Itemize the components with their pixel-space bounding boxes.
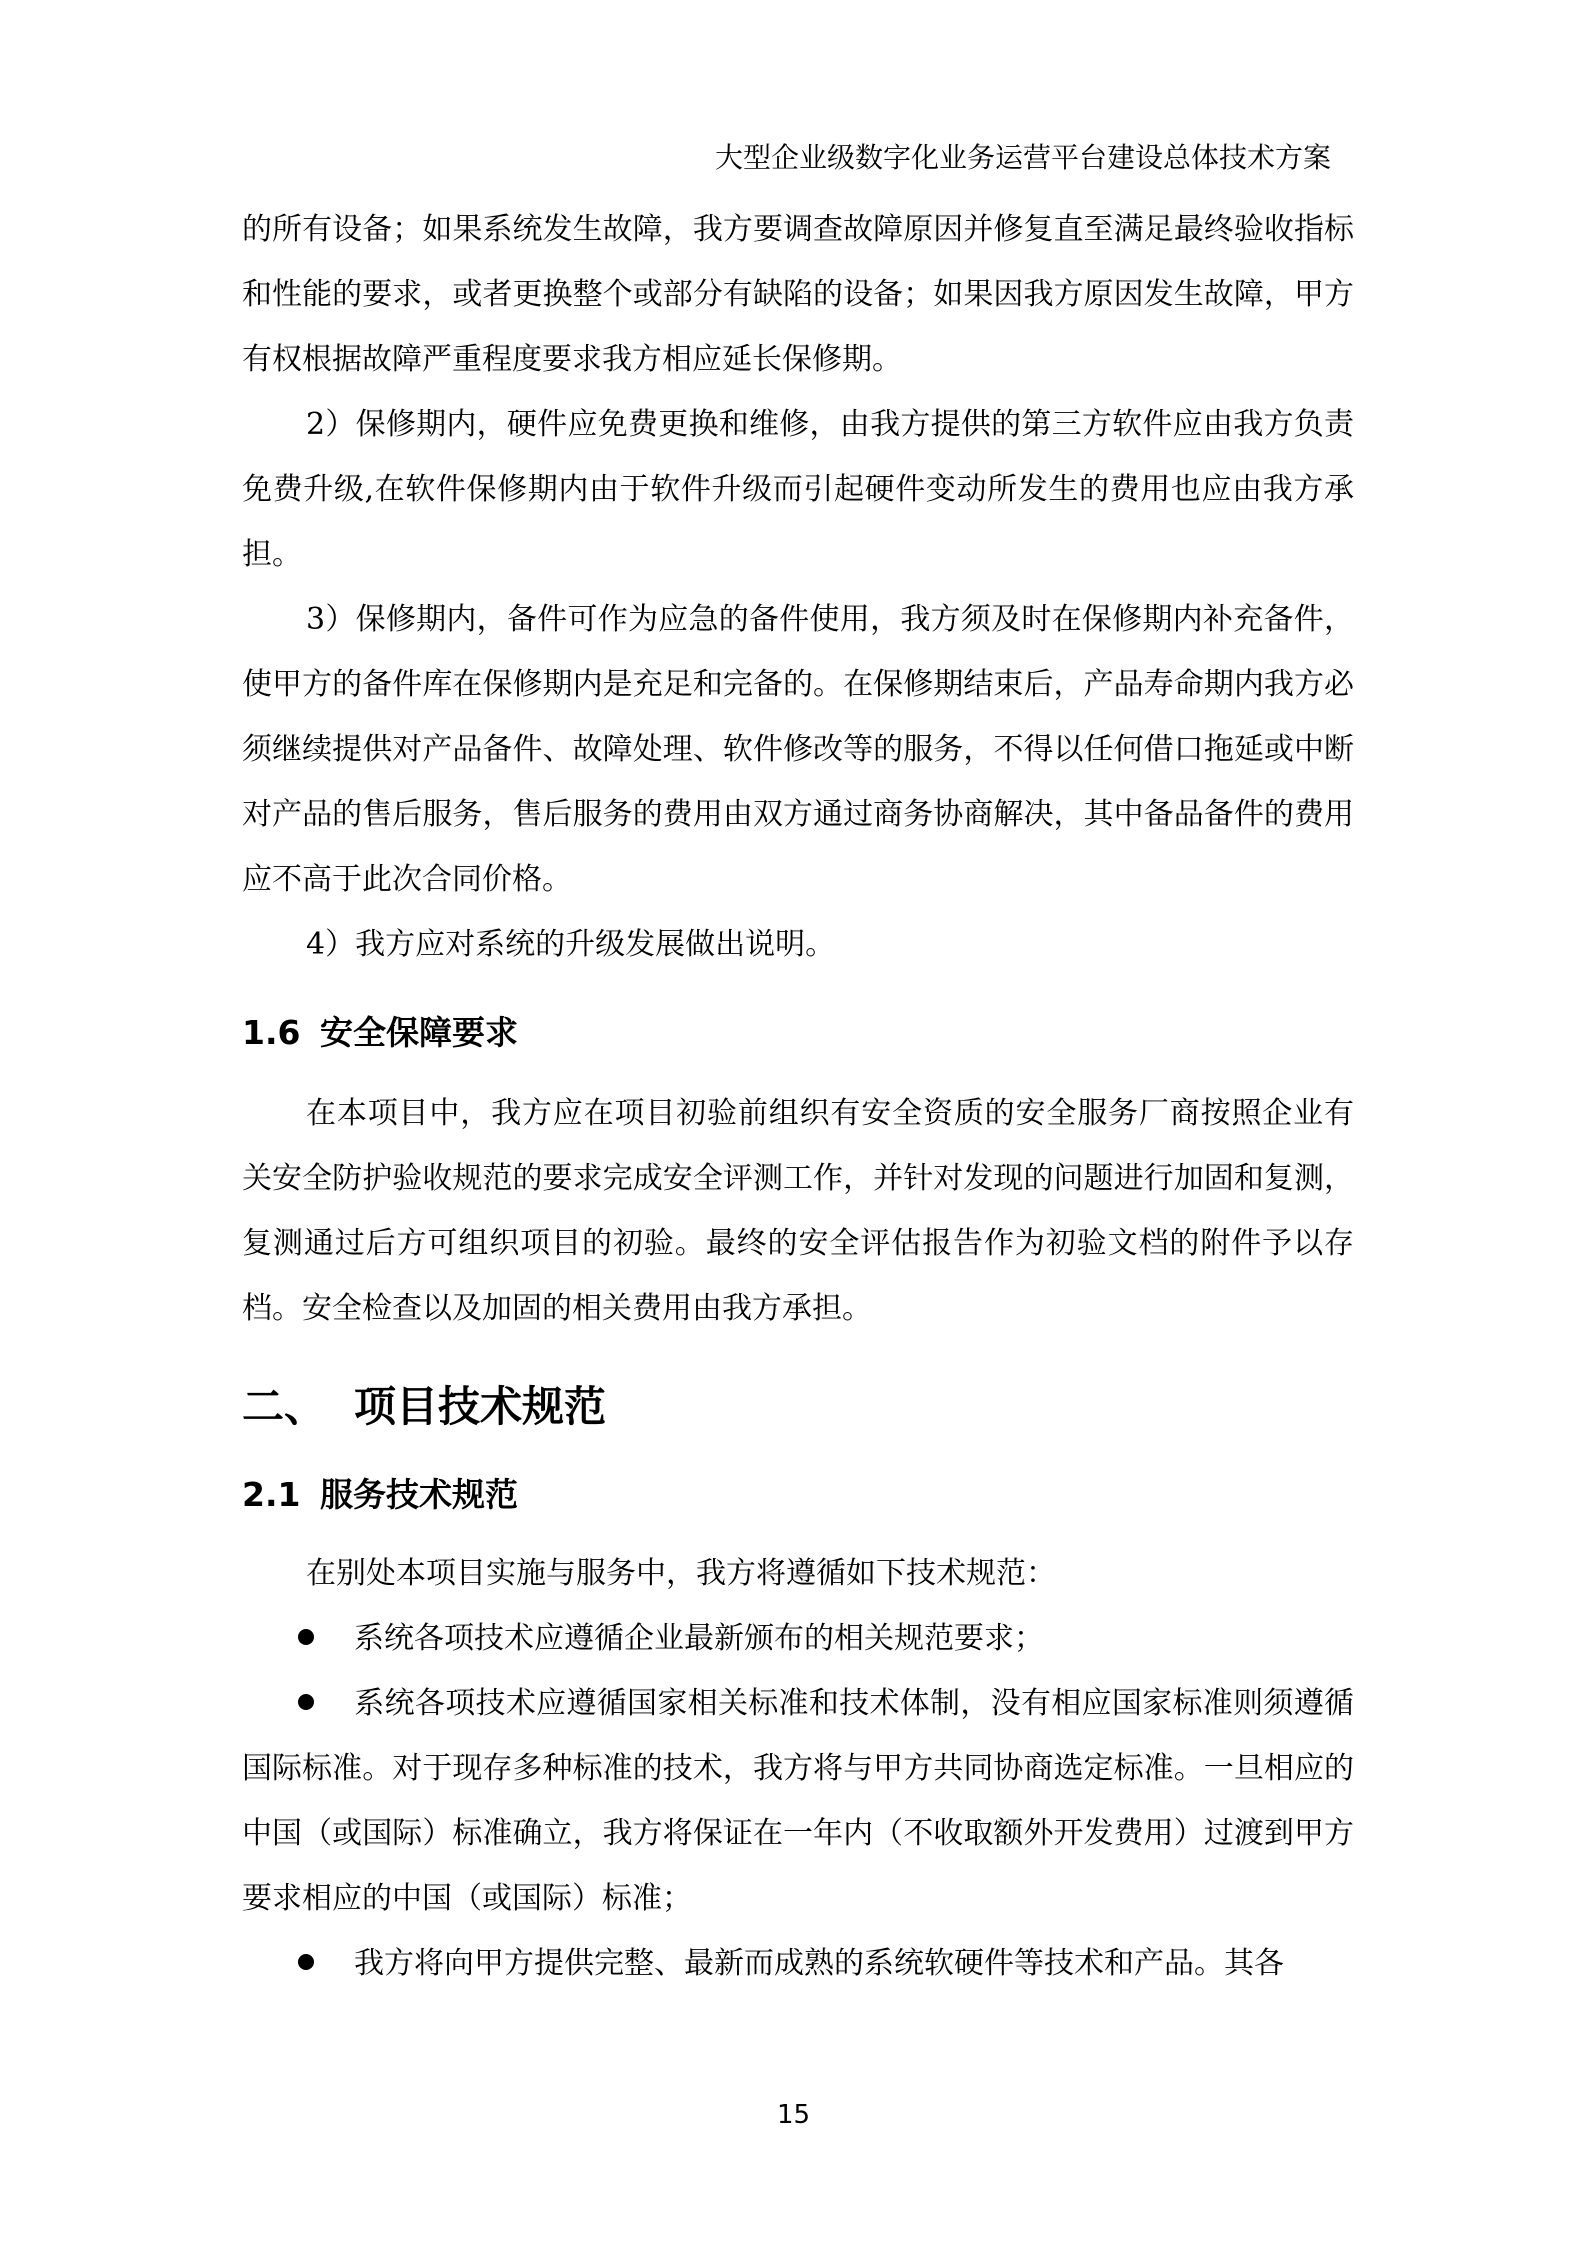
section-heading-2-1 — [242, 1473, 1354, 1517]
section-number: 2.1 — [242, 1475, 301, 1514]
chapter-number: 二、 — [242, 1382, 327, 1431]
section-number: 1.6 — [242, 1013, 301, 1052]
section-2-1-intro: 在别处本项目实施与服务中，我方将遵循如下技术规范： — [306, 1556, 1056, 1591]
bullet-icon — [298, 1694, 314, 1710]
running-header: 大型企业级数字化业务运营平台建设总体技术方案 — [714, 141, 1331, 174]
section-1-6-paragraph: 在本项目中，我方应在项目初验前组织有安全资质的安全服务厂商按照企业有关安全防护验收规范的要求完成安全评测工作，并针对发现的问题进行加固和复测，复测通过后方可组织项目的初验。最终的安全评估报告作为初验文档的附件予以存档。安全检查以及加固的相关费用由我方承担。 — [242, 1096, 1354, 1326]
bullet-item-3 — [242, 1931, 1354, 1996]
bullet-item-1 — [242, 1606, 1354, 1671]
section-heading-1-6 — [242, 1011, 1354, 1055]
bullet-icon — [298, 1954, 314, 1970]
continued-paragraph: 的所有设备；如果系统发生故障，我方要调查故障原因并修复直至满足最终验收指标和性能的要求，或者更换整个或部分有缺陷的设备；如果因我方原因发生故障，甲方有权根据故障严重程度要求我方相应延长保修期。 — [242, 212, 1354, 377]
bullet-text: 系统各项技术应遵循企业最新颁布的相关规范要求； — [354, 1621, 1044, 1656]
chapter-title: 项目技术规范 — [354, 1382, 607, 1431]
bullet-item-2 — [242, 1671, 1354, 1931]
bullet-text: 我方将向甲方提供完整、最新而成熟的系统软硬件等技术和产品。其各 — [354, 1946, 1284, 1981]
page-number: 15 — [776, 2100, 811, 2130]
paragraph-4: 4）我方应对系统的升级发展做出说明。 — [306, 927, 836, 962]
paragraph-3: 3）保修期内，备件可作为应急的备件使用，我方须及时在保修期内补充备件，使甲方的备件库在保修期内是充足和完备的。在保修期结束后，产品寿命期内我方必须继续提供对产品备件、故障处理、软件修改等的服务，不得以任何借口拖延或中断对产品的售后服务，售后服务的费用由双方通过商务协商解决，其中备品备件的费用应不高于此次合同价格。 — [242, 602, 1354, 897]
bullet-text: 系统各项技术应遵循国家相关标准和技术体制，没有相应国家标准则须遵循国际标准。对于现存多种标准的技术，我方将与甲方共同协商选定标准。一旦相应的中国（或国际）标准确立，我方将保证在一年内（不收取额外开发费用）过渡到甲方要求相应的中国（或国际）标准； — [242, 1686, 1354, 1916]
section-title: 安全保障要求 — [320, 1013, 518, 1052]
chapter-heading-2 — [242, 1379, 1354, 1435]
paragraph-2: 2）保修期内，硬件应免费更换和维修，由我方提供的第三方软件应由我方负责免费升级,在软件保修期内由于软件升级而引起硬件变动所发生的费用也应由我方承担。 — [242, 407, 1354, 572]
page-content — [242, 197, 1354, 1996]
bullet-icon — [298, 1629, 314, 1645]
section-title: 服务技术规范 — [320, 1475, 518, 1514]
